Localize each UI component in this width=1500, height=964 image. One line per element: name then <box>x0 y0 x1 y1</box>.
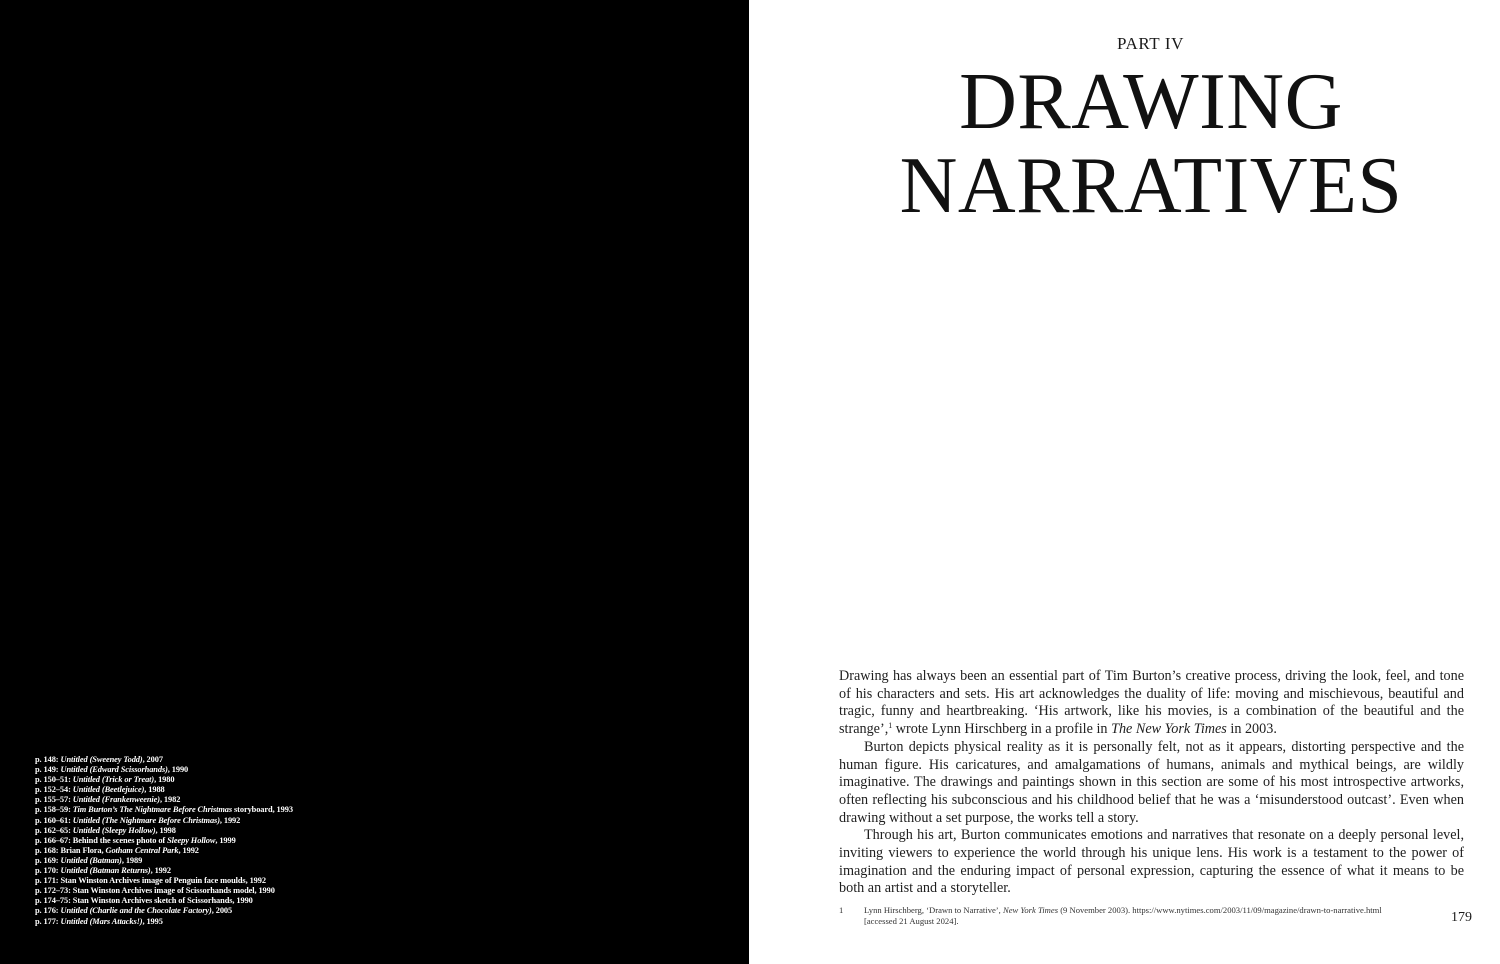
image-captions <box>35 755 455 927</box>
chapter-title-line-2: NARRATIVES <box>899 142 1403 230</box>
caption-line: p. 170: Untitled (Batman Returns), 1992 <box>35 866 171 876</box>
caption-line: p. 150–51: Untitled (Trick or Treat), 1980 <box>35 775 175 785</box>
caption-line: p. 162–65: Untitled (Sleepy Hollow), 1998 <box>35 825 176 835</box>
caption-line: p. 152–54: Untitled (Beetlejuice), 1988 <box>35 785 165 795</box>
caption-line: p. 172–73: Stan Winston Archives image of Scissorhands model, 1990 <box>35 886 275 896</box>
caption-line: p. 177: Untitled (Mars Attacks!), 1995 <box>35 916 163 926</box>
paragraph-2: Burton depicts physical reality as it is personally felt, not as it appears, distorting perspective and the human figure. His caricatures, and amalgamations of humans, animals and mythical beings, are wildly imaginative. The drawings and paintings shown in this section are some of his most introspective artworks, often reflecting his subconscious and his childhood belief that he was a ‘misunderstood outcast’. Even when drawing without a set purpose, the works tell a story. <box>839 738 1464 826</box>
footnote-text: Lynn Hirschberg, ‘Drawn to Narrative’, New York Times (9 November 2003). https://www.nytimes.com/2003/11/09/magazine/drawn-to-narrative.html [accessed 21 August 2024]. <box>864 905 1382 926</box>
caption-line: p. 174–75: Stan Winston Archives sketch of Scissorhands, 1990 <box>35 896 253 906</box>
chapter-title <box>865 60 1437 228</box>
caption-line: p. 149: Untitled (Edward Scissorhands), 1990 <box>35 765 189 775</box>
chapter-title-line-1: DRAWING <box>959 58 1343 146</box>
caption-line: p. 155–57: Untitled (Frankenweenie), 1982 <box>35 795 181 805</box>
footnote-ref: 1 <box>888 721 893 731</box>
paragraph-1: Drawing has always been an essential part of Tim Burton’s creative process, driving the look, feel, and tone of his characters and sets. His art acknowledges the duality of life: moving and mischievous, beautiful and tragic, funny and heartbreaking. ‘His artwork, like his movies, is a combination of the beautiful and the strange’,$^1$ wrote Lynn Hirschberg in a profile in The New York Times in 2003. <box>839 668 1464 738</box>
body-text <box>839 668 1464 898</box>
caption-line: p. 160–61: Untitled (The Nightmare Before Christmas), 1992 <box>35 815 241 825</box>
footnote-number: 1 <box>839 905 844 915</box>
page-number: 179 <box>1451 910 1472 925</box>
caption-line: p. 176: Untitled (Charlie and the Chocolate Factory), 2005 <box>35 906 233 916</box>
right-page <box>749 0 1500 964</box>
caption-line: p. 148: Untitled (Sweeney Todd), 2007 <box>35 755 163 764</box>
left-page <box>0 0 749 964</box>
paragraph-3: Through his art, Burton communicates emotions and narratives that resonate on a deeply personal level, inviting viewers to experience the world through his unique lens. His work is a testament to the power of imagination and the enduring impact of personal expression, capturing the essence of what it means to be both an artist and a storyteller. <box>839 827 1464 897</box>
caption-line: p. 166–67: Behind the scenes photo of Sleepy Hollow, 1999 <box>35 835 236 845</box>
part-label: PART IV <box>1117 34 1184 53</box>
caption-line: p. 169: Untitled (Batman), 1989 <box>35 855 143 865</box>
footnote <box>839 905 1399 927</box>
caption-line: p. 171: Stan Winston Archives image of Penguin face moulds, 1992 <box>35 876 266 886</box>
caption-line: p. 168: Brian Flora, Gotham Central Park, 1992 <box>35 845 199 855</box>
caption-line: p. 158–59: Tim Burton’s The Nightmare Before Christmas storyboard, 1993 <box>35 805 293 815</box>
